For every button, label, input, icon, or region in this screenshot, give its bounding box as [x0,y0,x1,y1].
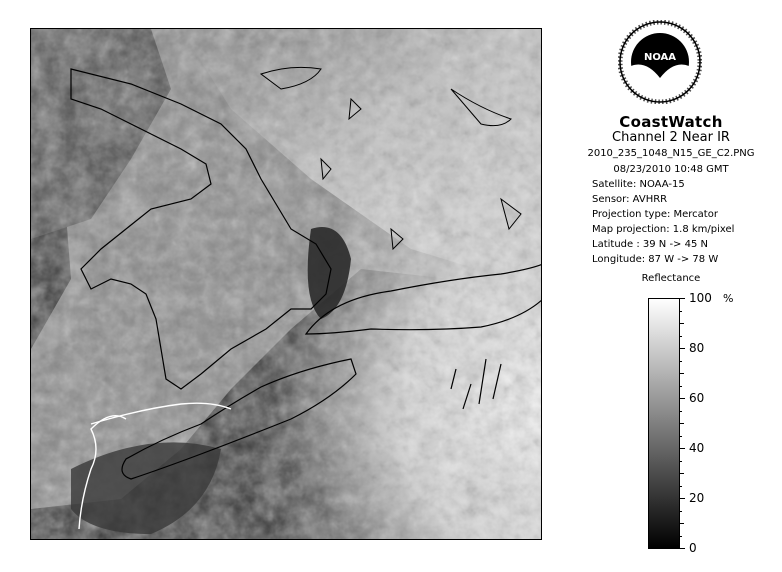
satellite-map-svg [31,29,542,540]
channel-subtitle: Channel 2 Near IR [612,130,730,145]
reflectance-colorbar [648,298,680,549]
satellite-image [30,28,542,540]
colorbar-tick [680,548,685,549]
scale-title: Reflectance [641,273,701,284]
colorbar-tick-label: 60 [689,391,705,405]
colorbar-tick [680,398,685,399]
colorbar-minor-tick [680,361,682,362]
sensor-label: Sensor: AVHRR [592,194,668,205]
colorbar-tick-label: 100 [689,291,712,305]
colorbar-minor-tick [680,336,682,337]
colorbar-minor-tick [680,323,684,324]
product-title: CoastWatch [619,113,723,131]
longitude-label: Longitude: 87 W -> 78 W [592,254,719,265]
colorbar-tick-label: 0 [689,541,697,555]
noaa-logo-icon [618,20,702,104]
projection-type-label: Projection type: Mercator [592,209,718,220]
colorbar-tick [680,298,685,299]
colorbar-tick-label: 40 [689,441,705,455]
colorbar-minor-tick [680,523,684,524]
colorbar-minor-tick [680,486,682,487]
colorbar-minor-tick [680,411,682,412]
colorbar-minor-tick [680,536,682,537]
colorbar-tick-label: 80 [689,341,705,355]
colorbar-tick [680,448,685,449]
colorbar-minor-tick [680,473,684,474]
colorbar-tick [680,348,685,349]
colorbar-minor-tick [680,511,682,512]
filename-label: 2010_235_1048_N15_GE_C2.PNG [587,148,755,159]
colorbar-minor-tick [680,436,682,437]
logo-center-text: NOAA [643,52,677,63]
colorbar-minor-tick [680,386,682,387]
colorbar-minor-tick [680,311,682,312]
map-projection-label: Map projection: 1.8 km/pixel [592,224,735,235]
noaa-logo [618,20,702,104]
latitude-label: Latitude : 39 N -> 45 N [592,239,708,250]
colorbar-minor-tick [680,423,684,424]
colorbar-tick-label: 20 [689,491,705,505]
colorbar-minor-tick [680,461,682,462]
colorbar-minor-tick [680,373,684,374]
colorbar-tick [680,498,685,499]
scale-unit: % [723,292,734,305]
satellite-label: Satellite: NOAA-15 [592,179,685,190]
datetime-label: 08/23/2010 10:48 GMT [613,164,729,175]
